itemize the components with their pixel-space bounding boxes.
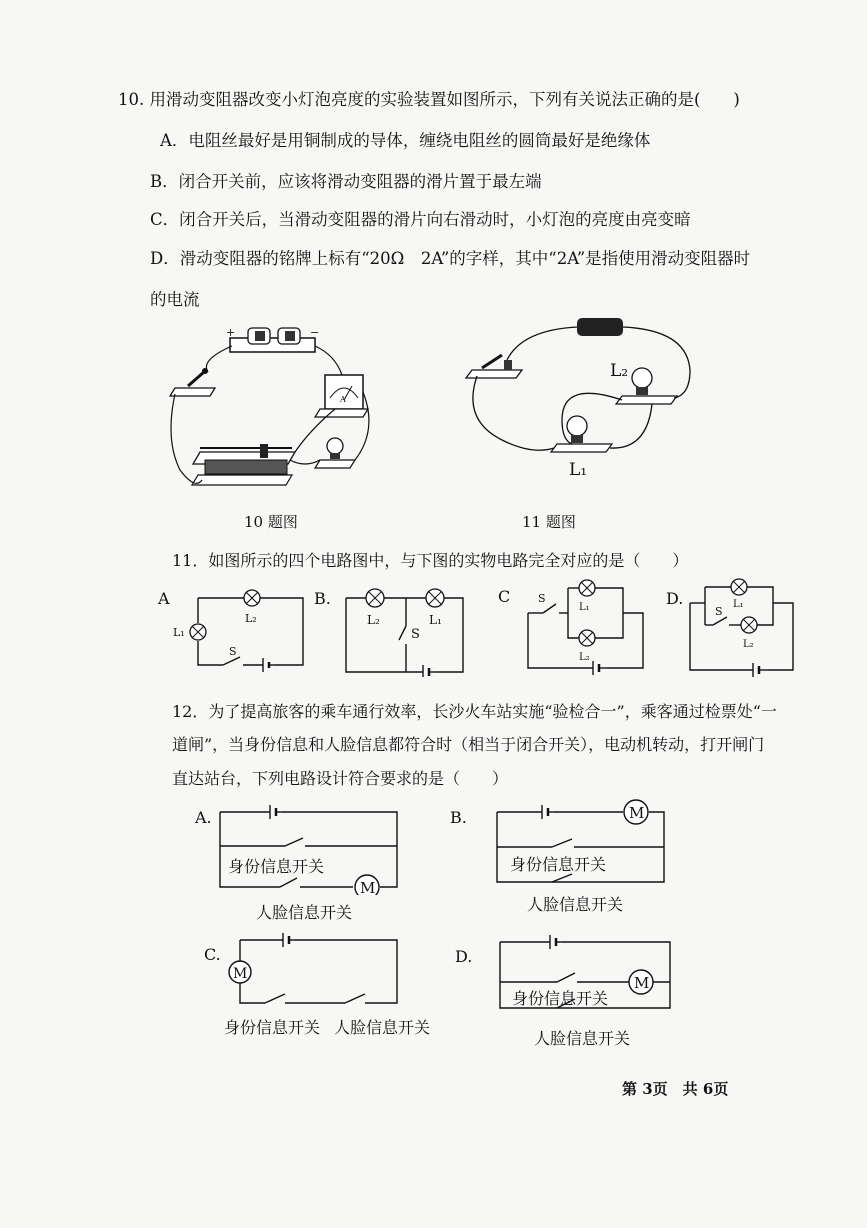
q10-apparatus-figure (160, 320, 380, 505)
q11-b-l1: L₁ (429, 613, 442, 627)
q10-option-a: A．电阻丝最好是用铜制成的导体，缠绕电阻丝的圆筒最好是绝缘体 (160, 131, 651, 150)
q10-stem: 10. 用滑动变阻器改变小灯泡亮度的实验装置如图所示，下列有关说法正确的是( ) (118, 90, 740, 109)
q12-b-switch1: 身份信息开关 (510, 855, 607, 874)
q11-c-s: S (538, 592, 546, 605)
q12-a-switch1: 身份信息开关 (228, 857, 325, 876)
q12-stem-line1: 12．为了提高旅客的乘车通行效率，长沙火车站实施“验检合一”，乘客通过检票处“一 (172, 702, 777, 721)
q10-option-d: D．滑动变阻器的铭牌上标有“20Ω 2A”的字样，其中“2A”是指使用滑动变阻器时 (150, 249, 751, 268)
q11-d-l1: L₁ (733, 599, 744, 610)
q12-stem-line3: 直达站台，下列电路设计符合要求的是（ ） (172, 769, 509, 788)
q12-d-motor: M (634, 974, 650, 992)
q12-option-a-letter: A. (195, 808, 212, 827)
q10-option-d-cont: 的电流 (150, 290, 200, 309)
q10-figure-caption: 10 题图 (244, 513, 298, 531)
q12-b-switch2: 人脸信息开关 (527, 895, 624, 914)
lamp-symbol (426, 589, 444, 607)
q11-c-l1: L₁ (579, 602, 590, 613)
q11-option-a-letter: A (158, 589, 170, 608)
q11-b-s: S (411, 627, 420, 642)
q11-d-l2: L₂ (743, 639, 754, 650)
q10-option-b: B．闭合开关前，应该将滑动变阻器的滑片置于最左端 (150, 172, 542, 191)
lamp-symbol (731, 579, 747, 595)
lamp-symbol (579, 580, 595, 596)
page-number: 第 3页 共 6页 (622, 1080, 729, 1098)
q12-c-switch2: 人脸信息开关 (334, 1018, 431, 1037)
lamp-symbol (190, 624, 206, 640)
q11-option-d-circuit (685, 575, 800, 680)
q12-c-motor: M (233, 966, 248, 982)
q11-option-a-circuit (165, 585, 310, 675)
q11-stem: 11．如图所示的四个电路图中，与下图的实物电路完全对应的是（ ） (172, 551, 689, 570)
q12-option-a-circuit (215, 800, 405, 895)
q12-d-switch1: 身份信息开关 (512, 989, 609, 1008)
battery-box (230, 328, 315, 352)
battery (577, 318, 623, 336)
q11-option-b-circuit (333, 582, 473, 677)
q12-d-switch2: 人脸信息开关 (534, 1029, 631, 1048)
battery-plus-label: + (226, 326, 236, 339)
ammeter-label: A (340, 395, 346, 404)
q11-option-d-letter: D. (666, 589, 684, 608)
q12-a-motor: M (360, 879, 376, 895)
rheostat (192, 444, 295, 485)
q11-a-s: S (229, 645, 237, 658)
knife-switch (170, 368, 215, 396)
lamp-l1 (551, 416, 612, 452)
q11-option-c-letter: C (498, 587, 511, 606)
l2-label: L₂ (610, 361, 629, 381)
q12-option-d-letter: D. (455, 947, 473, 966)
q11-a-l1: L₁ (173, 626, 185, 639)
q12-a-switch2: 人脸信息开关 (256, 903, 353, 922)
q11-option-b-letter: B. (314, 589, 331, 608)
lamp-symbol (579, 630, 595, 646)
q12-option-c-letter: C. (204, 945, 221, 964)
q11-apparatus-figure (462, 310, 702, 490)
q12-stem-line2: 道闸”，当身份信息和人脸信息都符合时（相当于闭合开关），电动机转动，打开闸门 (172, 735, 765, 754)
q12-option-c-circuit (225, 928, 405, 1013)
q11-a-l2: L₂ (245, 612, 257, 625)
lamp-symbol (741, 617, 757, 633)
q11-b-l2: L₂ (367, 613, 380, 627)
q12-option-b-letter: B. (450, 808, 467, 827)
q10-option-c: C．闭合开关后，当滑动变阻器的滑片向右滑动时，小灯泡的亮度由亮变暗 (150, 210, 691, 229)
lamp-symbol (244, 590, 260, 606)
q12-c-switch1: 身份信息开关 (224, 1018, 321, 1037)
battery-minus-label: − (310, 326, 320, 339)
q11-figure-caption: 11 题图 (522, 513, 576, 531)
l1-label: L₁ (569, 460, 588, 480)
q11-c-l2: L₂ (579, 652, 590, 663)
lamp (315, 438, 355, 468)
switch (466, 355, 522, 378)
q12-b-motor: M (629, 804, 645, 822)
q11-option-c-circuit (523, 578, 648, 678)
lamp-symbol (366, 589, 384, 607)
q11-d-s: S (715, 605, 723, 618)
